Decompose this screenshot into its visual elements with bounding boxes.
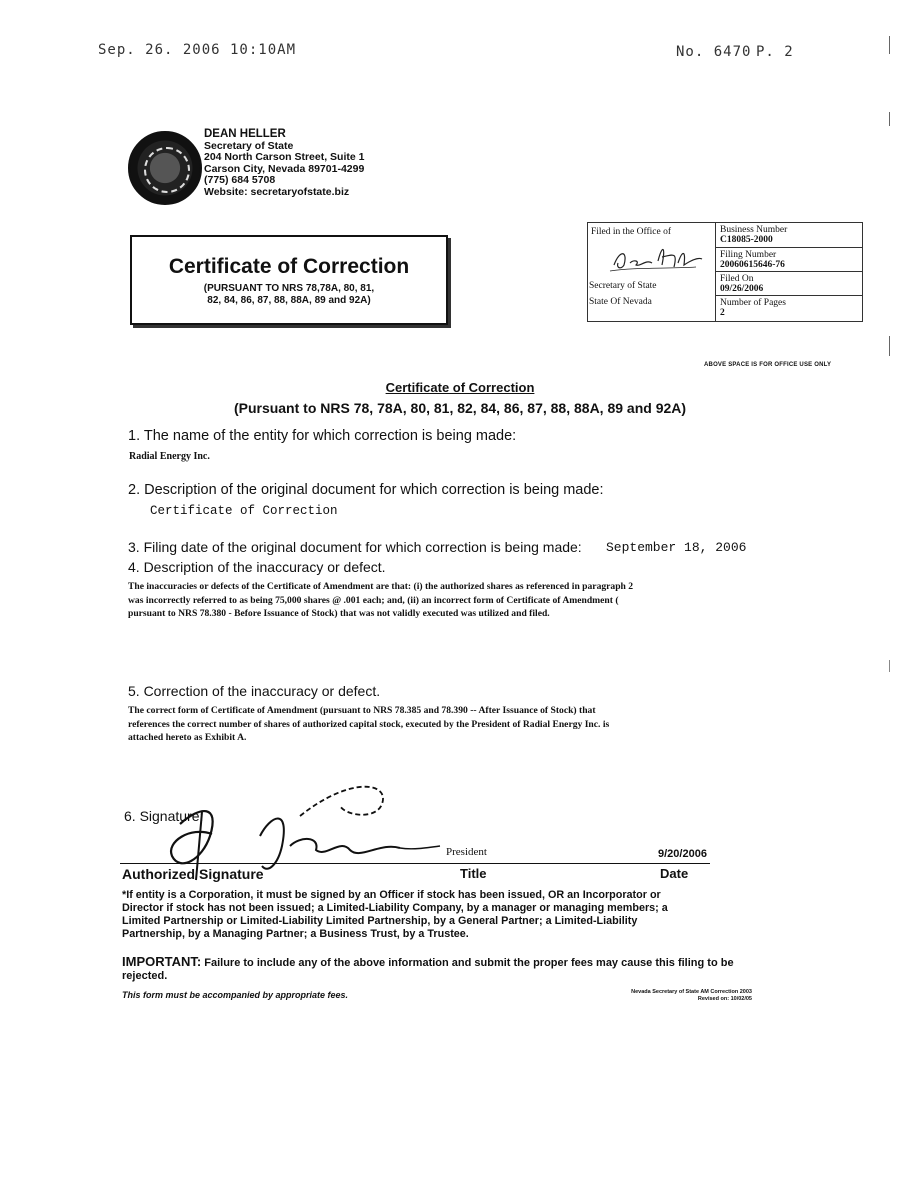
nevada-seal-icon: [128, 131, 202, 205]
answer-4-line2: was incorrectly referred to as being 75,000 shares @ .001 each; and, (ii) an incorrect form of Certificate of Amendment (: [128, 594, 619, 606]
question-3: 3. Filing date of the original document for which correction is being made:: [128, 539, 582, 555]
title-label: Title: [460, 866, 487, 881]
answer-5-correction: [128, 704, 609, 745]
certificate-box-subtitle: [132, 283, 446, 307]
pages-value: 2: [720, 308, 725, 318]
secretary-name: DEAN HELLER: [204, 128, 286, 140]
answer-4-description: [128, 580, 633, 621]
important-line2: rejected.: [122, 970, 168, 982]
date-label: Date: [660, 866, 689, 881]
filing-number-label: Filing Number: [720, 250, 777, 260]
secretary-block: [204, 129, 364, 198]
question-4: 4. Description of the inaccuracy or defect.: [128, 559, 386, 575]
certificate-box-subtitle-line2: 82, 84, 86, 87, 88, 88A, 89 and 92A): [207, 295, 371, 306]
state-of-nevada-label: State Of Nevada: [589, 297, 652, 307]
fees-note: This form must be accompanied by appropriate fees.: [122, 990, 349, 1000]
scan-artifact: [889, 36, 890, 54]
fax-page: P. 2: [756, 44, 794, 60]
scan-artifact: [889, 336, 890, 356]
filing-info-table: [587, 222, 863, 322]
filed-on-label: Filed On: [720, 274, 754, 284]
important-line1: Failure to include any of the above information and submit the proper fees may cause this filing to be: [201, 957, 734, 969]
authorized-signature-label: Authorized Signature: [122, 866, 264, 882]
business-number-label: Business Number: [720, 225, 788, 235]
answer-3-filing-date: September 18, 2006: [606, 540, 747, 555]
answer-5-line3: attached hereto as Exhibit A.: [128, 732, 247, 743]
business-number-cell: [716, 223, 862, 248]
answer-5-line1: The correct form of Certificate of Amendment (pursuant to NRS 78.385 and 78.390 -- After Issuance of Stock) that: [128, 705, 596, 716]
secretary-phone: (775) 684 5708: [204, 174, 276, 186]
certificate-box-subtitle-line1: (PURSUANT TO NRS 78,78A, 80, 81,: [203, 283, 375, 294]
pages-label: Number of Pages: [720, 298, 786, 308]
secretary-title: Secretary of State: [204, 139, 294, 152]
fax-number: No. 6470: [676, 44, 752, 60]
secretary-address2: Carson City, Nevada 89701-4299: [204, 162, 365, 175]
certificate-title-box: [130, 235, 448, 325]
filed-in-office-label: Filed in the Office of: [591, 227, 672, 237]
form-ref-line1: Nevada Secretary of State AM Correction 2003: [631, 989, 752, 995]
question-6-signature: 6. Signature:: [124, 808, 204, 824]
question-5: 5. Correction of the inaccuracy or defect.: [128, 683, 381, 699]
secretary-signature-icon: [606, 241, 706, 275]
signature-date-value: 9/20/2006: [658, 848, 707, 860]
fax-datetime: Sep. 26. 2006 10:10AM: [98, 42, 297, 58]
secretary-address1: 204 North Carson Street, Suite 1: [204, 151, 365, 163]
filed-on-value: 09/26/2006: [720, 284, 764, 294]
note-line1: *If entity is a Corporation, it must be signed by an Officer if stock has been issued, OR an Incorporator or: [122, 889, 661, 901]
form-reference: [592, 989, 752, 1003]
scan-artifact: [889, 112, 890, 126]
filed-on-cell: [716, 272, 862, 296]
important-note: [122, 955, 734, 983]
secretary-of-state-label: Secretary of State: [589, 281, 657, 291]
note-line2: Director if stock has not been issued; a Limited-Liability Company, by a manager or managing members; a: [122, 902, 668, 914]
question-1: 1. The name of the entity for which correction is being made:: [128, 428, 517, 444]
form-subheading: (Pursuant to NRS 78, 78A, 80, 81, 82, 84, 86, 87, 88, 88A, 89 and 92A): [233, 400, 687, 416]
signature-title-value: President: [446, 846, 487, 858]
note-line4: Partnership, by a Managing Partner; a Business Trust, by a Trustee.: [122, 928, 469, 940]
office-use-note: ABOVE SPACE IS FOR OFFICE USE ONLY: [704, 362, 832, 368]
answer-4-line3: pursuant to NRS 78.380 - Before Issuance of Stock) that was not validly executed was utilized and filed.: [128, 608, 550, 619]
signature-line: [120, 863, 710, 864]
form-ref-line2: Revised on: 10/02/05: [697, 996, 752, 1002]
filing-number-value: 20060615646-76: [720, 260, 785, 270]
pages-cell: [716, 296, 862, 321]
answer-4-line1: The inaccuracies or defects of the Certificate of Amendment are that: (i) the authorized shares as referenced in paragraph 2: [128, 581, 634, 592]
answer-5-line2: references the correct number of shares of authorized capital stock, executed by the President of Radial Energy Inc. is: [128, 718, 610, 730]
business-number-value: C18085-2000: [720, 235, 773, 245]
answer-2-document: Certificate of Correction: [150, 504, 338, 518]
important-label: IMPORTANT:: [122, 954, 202, 969]
note-line3: Limited Partnership or Limited-Liability Limited Partnership, by a General Partner; a Limited-Liability: [122, 915, 638, 927]
form-heading: Certificate of Correction: [385, 380, 535, 395]
certificate-box-title: Certificate of Correction: [168, 255, 410, 278]
scan-artifact: [889, 660, 890, 672]
answer-1-entity-name: Radial Energy Inc.: [129, 451, 210, 462]
entity-signature-note: [122, 889, 668, 941]
question-2: 2. Description of the original document for which correction is being made:: [128, 482, 604, 498]
secretary-website: Website: secretaryofstate.biz: [204, 185, 350, 198]
filing-number-cell: [716, 248, 862, 272]
